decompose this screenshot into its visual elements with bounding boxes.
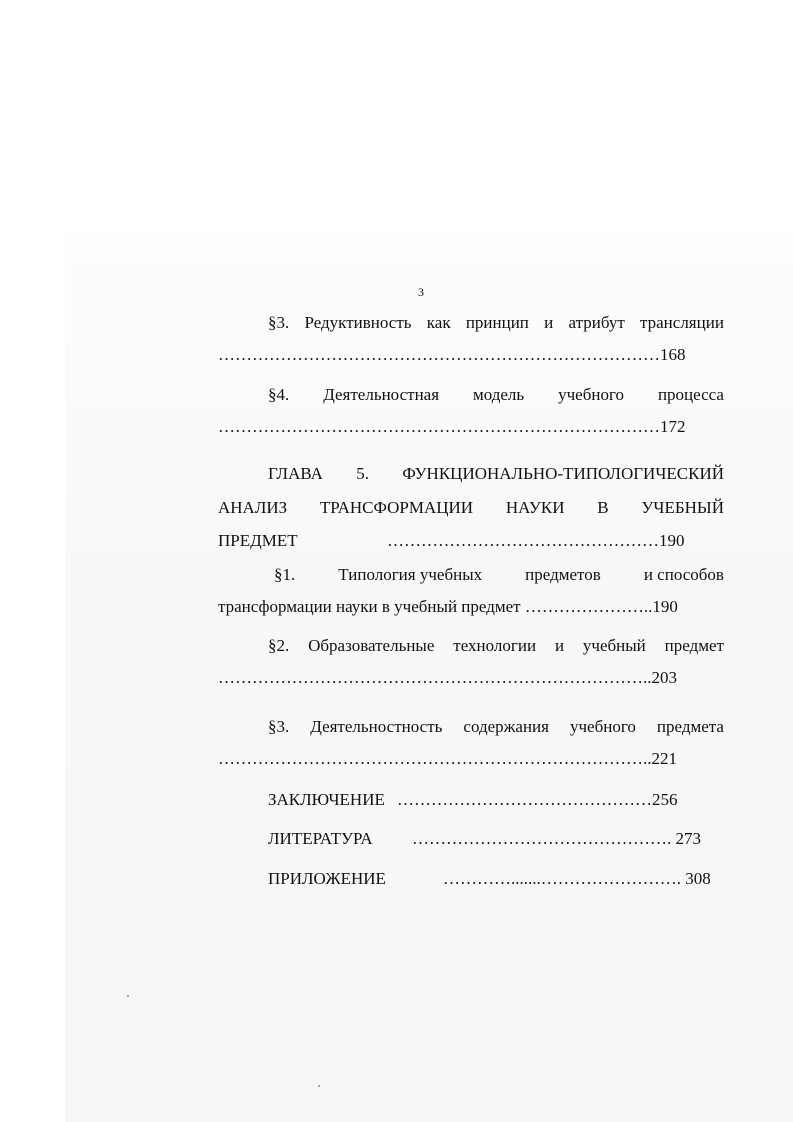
toc-word: и xyxy=(554,636,565,655)
toc-entry-title xyxy=(268,313,724,333)
toc-word: учебного xyxy=(569,717,636,736)
toc-word: В xyxy=(597,498,609,517)
toc-word: §1. xyxy=(274,565,296,584)
toc-entry-leader: ……………………………………………………………………172 xyxy=(218,417,686,436)
toc-word: §3. xyxy=(268,717,290,736)
toc-word: и xyxy=(544,313,554,332)
toc-word: §3. xyxy=(268,313,290,332)
toc-entry-leader: ………………………………………256 xyxy=(397,790,678,809)
toc-word: Редуктивность xyxy=(304,313,412,332)
toc-word: НАУКИ xyxy=(505,498,565,517)
toc-word: как xyxy=(426,313,451,332)
toc-entry-title xyxy=(268,636,724,656)
toc-entry-leader: ………………………………………. 273 xyxy=(412,829,701,848)
toc-entry-title xyxy=(268,717,724,737)
toc-word: Деятельностная xyxy=(323,385,440,404)
toc-word: учебный xyxy=(582,636,646,655)
back-matter-label: ПРИЛОЖЕНИЕ xyxy=(268,869,386,888)
toc-word: §4. xyxy=(268,385,290,404)
toc-word: учебного xyxy=(558,385,625,404)
back-matter-label: ЛИТЕРАТУРА xyxy=(268,829,373,848)
scan-speck xyxy=(127,995,129,997)
toc-word: Образовательные xyxy=(308,636,435,655)
chapter-title-line xyxy=(218,498,724,518)
toc-word: и способов xyxy=(643,565,724,584)
toc-word: ФУНКЦИОНАЛЬНО-ТИПОЛОГИЧЕСКИЙ xyxy=(402,464,724,483)
page-number: 3 xyxy=(418,285,424,299)
toc-word: технологии xyxy=(453,636,537,655)
toc-entry-leader: …………………………………………………………………..221 xyxy=(218,749,677,768)
toc-entry-leader: ……………………………………………………………………168 xyxy=(218,345,686,364)
toc-entry-title: трансформации науки в учебный предмет …………………..190 xyxy=(218,597,678,616)
toc-word: Типология учебных xyxy=(338,565,483,584)
toc-word: предметов xyxy=(525,565,601,584)
toc-word: предмет xyxy=(664,636,724,655)
toc-word: принцип xyxy=(465,313,529,332)
back-matter-label: ЗАКЛЮЧЕНИЕ xyxy=(268,790,385,809)
toc-word: процесса xyxy=(657,385,724,404)
toc-word: трансляции xyxy=(640,313,724,332)
scan-speck xyxy=(318,1085,320,1087)
toc-word: §2. xyxy=(268,636,290,655)
toc-word: ГЛАВА xyxy=(268,464,323,483)
toc-word: 5. xyxy=(356,464,370,483)
toc-entry-leader: ………….......……………………. 308 xyxy=(443,869,711,888)
toc-entry-title xyxy=(268,385,724,405)
toc-word: УЧЕБНЫЙ xyxy=(641,498,724,517)
toc-entry-title xyxy=(274,565,724,585)
toc-word: предмета xyxy=(656,717,724,736)
toc-word: модель xyxy=(472,385,525,404)
toc-entry-leader: …………………………………………190 xyxy=(387,531,685,550)
chapter-title-line: ПРЕДМЕТ xyxy=(218,531,298,550)
chapter-title-line xyxy=(268,464,724,484)
toc-word: атрибут xyxy=(568,313,625,332)
toc-word: Деятельностность xyxy=(310,717,443,736)
toc-word: АНАЛИЗ xyxy=(218,498,288,517)
toc-entry-leader: …………………………………………………………………..203 xyxy=(218,668,677,687)
toc-word: содержания xyxy=(463,717,549,736)
toc-word: ТРАНСФОРМАЦИИ xyxy=(319,498,474,517)
